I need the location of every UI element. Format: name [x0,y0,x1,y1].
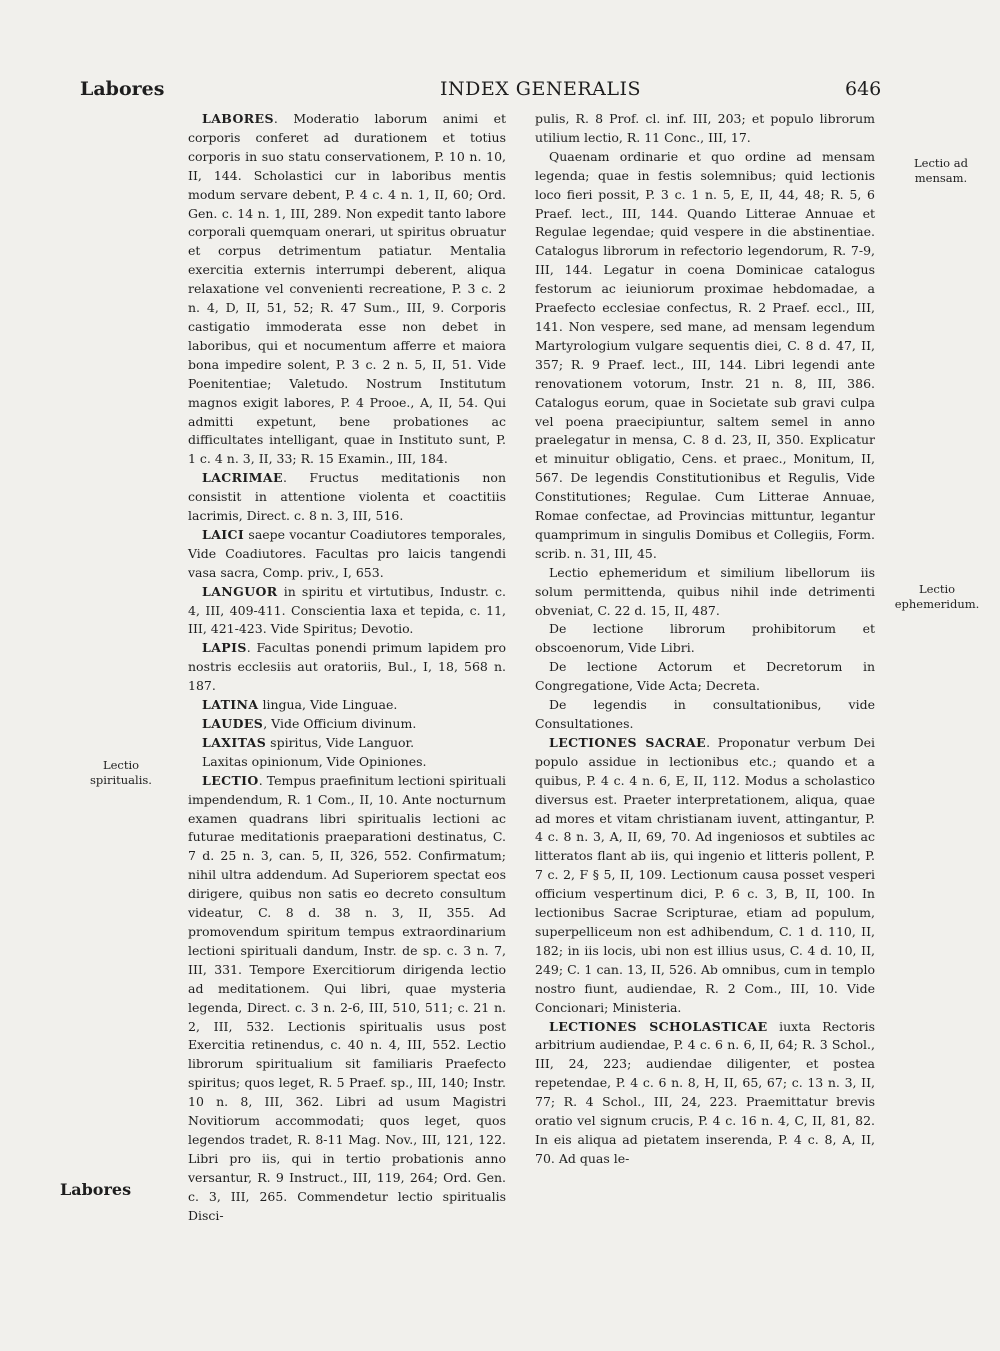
entry-languor: LANGUOR in spiritu et virtutibus, Industr. c. 4, III, 409-411. Conscientia laxa et tepida, c. 11, III, 421-423. Vide Spiritus; Devotio. [188,583,506,637]
entry-lectio: LECTIO. Tempus praefinitum lectioni spirituali impendendum, R. 1 Com., II, 10. Ante nocturnum examen quadrans libri spiritualis lectioni ac futurae meditationis praeparationi destinatus, C. 7 d. 25 n. 3, can. 5, II, 326, 552. Confirmatum; nihil ultra addendum. Ad Superiorem spectat eos dirigere, quibus non satis eo decreto consultum videatur, C. 8 d. 38 n. 3, II, 355. Ad promovendum spiritum tempus extraordinarium lectioni spirituali dandum, Instr. de sp. c. 3 n. 7, III, 331. Tempore Exercitiorum dirigenda lectio ad meditationem. Qui libri, quae mysteria legenda, Direct. c. 3 n. 2-6, III, 510, 511; c. 21 n. 2, III, 532. Lectionis spiritualis usus post Exercitia retinendus, c. 40 n. 4, III, 552. Lectio librorum spiritualium sit familiaris Praefecto spiritus; quos leget, R. 5 Praef. sp., III, 140; Instr. 10 n. 8, III, 362. Libri ad usum Magistri Novitiorum accommodati; quos leget, quos legendos tradet, R. 8-11 Mag. Nov., III, 121, 122. Libri pro iis, qui in tertio probationis anno versantur, R. 9 Instruct., III, 119, 264; Ord. Gen. c. 3, III, 265. Commendetur lectio spiritualis Disci- [188,772,506,1223]
entry-laudes: LAUDES, Vide Officium divinum. [202,716,417,731]
entry-legendis-consultationibus: De legendis in consultationibus, vide Consultationes. [535,697,875,731]
entry-lectio-librorum-prohibitorum: De lectione librorum prohibitorum et obscoenorum, Vide Libri. [535,621,875,656]
entry-laxitas-opinionum: Laxitas opinionum, Vide Opiniones. [202,753,427,769]
margin-note-lectio-ephemeridum: Lectio ephemeridum. [894,582,980,611]
catchword: Labores [60,1180,132,1199]
entry-lectiones-sacrae: LECTIONES SACRAE. Proponatur verbum Dei populo assidue in lectionibus etc.; quando et a quibus, P. 4 c. 4 n. 6, E, II, 112. Modus a scholastico diversus est. Praeter interpretationem, aliqua, quae ad mores et vitam christianam iuvent, attingantur, P. 4 c. 8 n. 3, A, II, 69, 70. Ad ingeniosos et subtiles ac litteratos flant ab iis, qui ingenio et litteris pollent, P. 7 c. 2, F § 5, II, 109. Lectionum causa posset vesperi officium vespertinum dici, P. 6 c. 3, B, II, 100. In lectionibus Sacrae Scripturae, etiam ad populum, superpelliceum non est adhibendum, C. 1 d. 110, II, 182; in iis locis, ubi non est illius usus, C. 4 d. 10, II, 249; C. 1 can. 13, II, 526. Ab omnibus, cum in templo nostro fiunt, audiendae, R. 2 Com., III, 10. Vide Concionari; Ministeria. [535,734,875,1015]
running-head-left: Labores [80,78,165,100]
page-number: 646 [845,78,882,100]
margin-note-lectio-mensam: Lectio ad mensam. [914,156,968,185]
entry-laxitas: LAXITAS spiritus, Vide Languor. [202,734,415,750]
entry-lapis: LAPIS. Facultas ponendi primum lapidem pro nostris ecclesiis aut oratoriis, Bul., I, 18, 568 n. 187. [188,640,506,694]
entry-laici: LAICI saepe vocantur Coadiutores temporales, Vide Coadiutores. Facultas pro laicis tangendi vasa sacra, Comp. priv., I, 653. [188,526,506,580]
entry-lectio-mensa: Quaenam ordinarie et quo ordine ad mensam legenda; quae in festis solemnibus; quid lectionis loco fieri possit, P. 3 c. 1 n. 5, E, II, 44, 48; R. 5, 6 Praef. lect., III, 144. Quando Litterae Annuae et Regulae legendae; quid vespere in die abstinentiae. Catalogus librorum in refectorio legendorum, R. 7-9, III, 144. Legatur in coena Dominicae catalogus festorum ac ieiuniorum proximae hebdomadae, a Praefecto ecclesiae confectus, R. 2 Praef. eccl., III, 141. Non vespere, sed mane, ad mensam legendum Martyrologium vulgare sequentis diei, C. 8 d. 47, II, 357; R. 9 Praef. lect., III, 144. Libri legendi ante renovationem votorum, Instr. 21 n. 8, III, 386. Catalogus eorum, quae in Societate sub gravi culpa vel poena praecipiuntur, saltem semel in anno praelegatur in mensa, C. 8 d. 23, II, 350. Explicatur et minuitur obligatio, Cens. et praec., Monitum, II, 567. De legendis Constitutionibus et Regulis, Vide Constitutiones; Regulae. Cum Litterae Annuae, Romae confectae, ad Provincias mittuntur, legantur quamprimum in singulis Domibus et Collegiis, Form. scrib. n. 31, III, 45. [535,148,875,561]
entry-lectio-continued: pulis, R. 8 Prof. cl. inf. III, 203; et populo librorum utilium lectio, R. 11 Conc., III, 17. [535,111,875,145]
entry-labores: LABORES. Moderatio laborum animi et corporis conferet ad durationem et totius corporis in suo statu conservationem, P. 10 n. 10, II, 144. Scholastici cur in laboribus mentis modum servare debent, P. 4 c. 4 n. 1, II, 60; Ord. Gen. c. 14 n. 1, III, 289. Non expedit tanto labore corporali quemquam onerari, ut spiritus obruatur et corpus detrimentum patiatur. Mentalia exercitia externis interrumpi deberent, aliqua relaxatione vel convenienti recreatione, P. 3 c. 2 n. 4, D, II, 51, 52; R. 47 Sum., III, 9. Corporis castigatio immoderata esse non debet in laboribus, qui et nocumentum afferre et maiora bona impedire solent, P. 3 c. 2 n. 5, II, 51. Vide Poenitentiae; Valetudo. Nostrum Institutum magnos exigit labores, P. 4 Prooe., A, II, 54. Qui admitti expetunt, bene probationes ac difficultates intelligant, quae in Instituto sunt, P. 1 c. 4 n. 3, II, 33; R. 15 Examin., III, 184. [188,111,506,467]
entry-lacrimae: LACRIMAE. Fructus meditationis non consistit in attentione violenta et coactitiis lacrimis, Direct. c. 8 n. 3, III, 516. [188,470,506,524]
entry-latina: LATINA lingua, Vide Linguae. [202,697,398,713]
margin-note-lectio-spiritualis: Lectio spiritualis. [90,758,152,787]
entry-lectiones-scholasticae: LECTIONES SCHOLASTICAE iuxta Rectoris arbitrium audiendae, P. 4 c. 6 n. 6, II, 64; R. 3 Schol., III, 24, 223; audiendae diligenter, et postea repetendae, P. 4 c. 6 n. 8, H, II, 65, 67; c. 13 n. 3, II, 77; R. 4 Schol., III, 24, 223. Praemittatur brevis oratio vel signum crucis, P. 4 c. 16 n. 4, C, II, 81, 82. In eis aliqua ad pietatem inserenda, P. 4 c. 8, A, II, 70. Ad quas le- [535,1018,875,1166]
left-column [188,110,506,1225]
entry-lectio-actorum: De lectione Actorum et Decretorum in Congregatione, Vide Acta; Decreta. [535,659,875,694]
entry-lectio-ephemeridum: Lectio ephemeridum et similium libellorum iis solum permittenda, quibus nihil inde detrimenti obveniat, C. 22 d. 15, II, 487. [535,564,875,618]
running-head-title: INDEX GENERALIS [440,78,642,100]
right-column [535,110,875,1169]
